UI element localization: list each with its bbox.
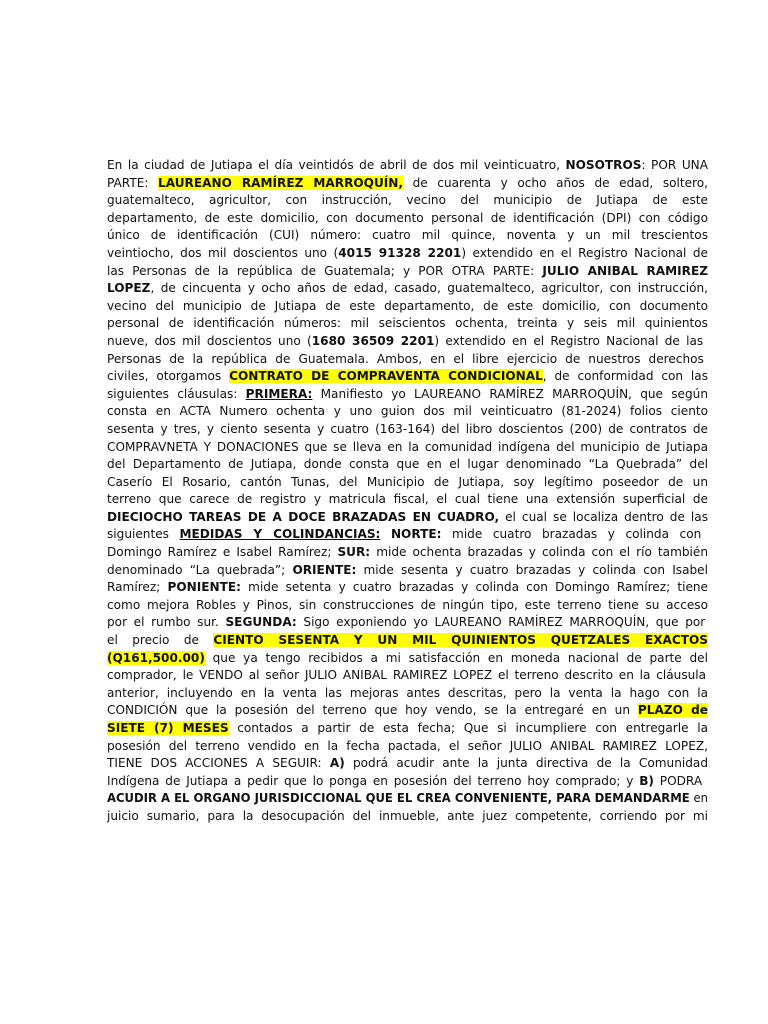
text-line xyxy=(107,263,708,281)
text-line xyxy=(107,790,708,808)
text-line xyxy=(107,667,708,685)
highlighted-text: SIETE (7) MESES xyxy=(107,721,229,735)
text-run: Indígena de Jutiapa a pedir que lo ponga en posesión del terreno hoy comprado; y xyxy=(107,773,640,788)
text-line xyxy=(107,562,708,580)
text-line xyxy=(107,597,708,615)
bold-text: B) xyxy=(639,773,654,788)
text-run: siguientes xyxy=(107,527,180,542)
text-run: PODRA xyxy=(653,773,703,788)
bold-text: A) xyxy=(329,756,345,771)
text-run: nueve, dos mil doscientos uno ( xyxy=(107,333,312,348)
text-run: terreno que carece de registro y matricula fiscal, el cual tiene una extensión superficial de xyxy=(107,492,708,507)
text-run: siguientes cláusulas: xyxy=(107,386,246,401)
text-run: comprador, le VENDO al señor JULIO ANIBAL RAMIREZ LOPEZ el terreno descrito en la cláusula xyxy=(107,668,707,683)
text-run: ) extendido en el Registro Nacional de xyxy=(461,245,708,260)
text-line xyxy=(107,403,708,421)
highlighted-text: LAUREANO RAMÍREZ MARROQUÍN, xyxy=(158,175,403,190)
text-run: TIENE DOS ACCIONES A SEGUIR: xyxy=(107,756,330,771)
text-line xyxy=(107,175,708,193)
text-line xyxy=(107,526,708,544)
text-run: el precio de xyxy=(107,633,214,648)
bold-text: PRIMERA: xyxy=(245,386,313,401)
text-run: : POR UNA xyxy=(641,158,708,172)
text-line xyxy=(107,192,708,210)
text-line xyxy=(107,439,708,457)
text-line xyxy=(107,720,708,738)
text-line xyxy=(107,685,708,703)
text-run: vecino del municipio de Jutiapa de este departamento, de este domicilio, con documento xyxy=(107,298,708,313)
text-line xyxy=(107,157,708,175)
bold-text: MEDIDAS Y COLINDANCIAS: xyxy=(179,527,381,542)
text-run: Ramírez; xyxy=(107,580,168,595)
bold-text: DIECIOCHO TAREAS DE A DOCE BRAZADAS EN CUADRO, xyxy=(107,509,500,524)
text-run xyxy=(380,527,391,541)
text-run: PARTE: xyxy=(107,175,159,190)
text-line xyxy=(107,808,708,826)
text-run: el cual se localiza dentro de las xyxy=(499,509,709,524)
text-run: departamento, de este domicilio, con documento personal de identificación (DPI) con código xyxy=(107,210,708,225)
text-line xyxy=(107,210,708,228)
contract-body-text xyxy=(107,157,708,826)
highlighted-text: CONTRATO DE COMPRAVENTA CONDICIONAL xyxy=(229,369,543,384)
text-run: anterior, incluyendo en la venta las mejoras antes descritas, pero la venta la hago con la xyxy=(107,685,708,700)
bold-text: 4015 91328 2201 xyxy=(338,245,462,260)
text-run: civiles, otorgamos xyxy=(107,369,230,384)
text-line xyxy=(107,755,708,773)
bold-text: NORTE: xyxy=(390,527,442,542)
bold-text: LOPEZ xyxy=(107,281,151,296)
text-run: juicio sumario, para la desocupación del inmueble, ante juez competente, corriendo por mi xyxy=(107,808,708,823)
text-run: CONDICIÓN que la posesión del terreno que hoy vendo, se la entregaré en un xyxy=(107,703,638,718)
text-run: , de cincuenta y ocho años de edad, casado, guatemalteco, agricultor, con instrucción, xyxy=(150,281,708,296)
text-run: personal de identificación números: mil seiscientos ochenta, treinta y seis mil quinientos xyxy=(107,316,708,331)
text-line xyxy=(107,509,708,527)
bold-text: NOSOTROS xyxy=(565,158,642,172)
text-line xyxy=(107,421,708,439)
text-run: denominado “La quebrada”; xyxy=(107,562,293,577)
text-run: de cuarenta y ocho años de edad, soltero, xyxy=(402,175,709,190)
bold-text: SUR: xyxy=(337,545,371,560)
text-run: como mejora Robles y Pinos, sin construcciones de ningún tipo, este terreno tiene su acceso xyxy=(107,597,708,612)
text-run: que ya tengo recibidos a mi satisfacción en moneda nacional de parte del xyxy=(204,650,708,665)
text-run: Sigo exponiendo yo LAUREANO RAMÍREZ MARROQUÍN, que por xyxy=(296,615,706,630)
text-line xyxy=(107,738,708,756)
text-run: ) extendido en el Registro Nacional de las xyxy=(434,333,704,348)
text-run: mide setenta y cuatro brazadas y colinda con Domingo Ramírez; tiene xyxy=(240,580,708,595)
text-line xyxy=(107,245,708,263)
text-run: , de conformidad con las xyxy=(542,369,708,384)
text-run: del Departamento de Jutiapa, donde consta que en el lugar denominado “La Quebrada” del xyxy=(107,457,708,472)
text-run: sesenta y tres, y ciento sesenta y cuatro (163-164) del libro doscientos (200) de contratos de xyxy=(107,421,708,436)
text-line xyxy=(107,368,708,386)
text-line xyxy=(107,632,708,650)
text-line xyxy=(107,702,708,720)
text-run: mide sesenta y cuatro brazadas y colinda con Isabel xyxy=(356,562,708,577)
text-run: las Personas de la república de Guatemala; y POR OTRA PARTE: xyxy=(107,263,543,278)
text-run: Manifiesto yo LAUREANO RAMÍREZ MARROQUÍN, que según xyxy=(312,386,708,401)
text-run: podrá acudir ante la junta directiva de la Comunidad xyxy=(344,756,708,771)
text-line xyxy=(107,491,708,509)
text-line xyxy=(107,614,708,632)
text-line xyxy=(107,579,708,597)
text-run: por el rumbo sur. xyxy=(107,615,226,630)
text-run: COMPRAVNETA Y DONACIONES que se lleva en la comunidad indígena del municipio de Jutiapa xyxy=(107,439,708,454)
bold-text: JULIO ANIBAL RAMIREZ xyxy=(542,263,708,278)
bold-text: PONIENTE: xyxy=(167,580,241,595)
text-line xyxy=(107,351,708,369)
bold-text: ORIENTE: xyxy=(292,562,357,577)
highlighted-text: CIENTO SESENTA Y UN MIL QUINIENTOS QUETZALES EXACTOS xyxy=(213,633,709,648)
text-line xyxy=(107,474,708,492)
text-run: contados a partir de esta fecha; Que si incumpliere con entregarle la xyxy=(228,721,708,735)
text-run: Domingo Ramírez e Isabel Ramírez; xyxy=(107,545,338,560)
text-run: único de identificación (CUI) número: cuatro mil quince, noventa y un mil trescientos xyxy=(107,228,708,243)
text-run: guatemalteco, agricultor, con instrucción, vecino del municipio de Jutiapa de este xyxy=(107,193,708,208)
highlighted-text: PLAZO de xyxy=(637,703,708,718)
text-run: Caserío El Rosario, cantón Tunas, del Municipio de Jutiapa, soy legítimo poseedor de un xyxy=(107,474,708,489)
text-line xyxy=(107,386,708,404)
text-line xyxy=(107,315,708,333)
text-run: en xyxy=(689,791,708,806)
text-line xyxy=(107,298,708,316)
text-run: veintiocho, dos mil doscientos uno ( xyxy=(107,245,339,260)
text-line xyxy=(107,280,708,298)
text-run: posesión del terreno vendido en la fecha pactada, el señor JULIO ANIBAL RAMIREZ LOPEZ, xyxy=(107,738,708,753)
text-line xyxy=(107,456,708,474)
text-line xyxy=(107,544,708,562)
bold-text: ACUDIR A EL ORGANO JURISDICCIONAL QUE EL CREA CONVENIENTE, PARA DEMANDARME xyxy=(107,791,690,806)
text-run: En la ciudad de Jutiapa el día veintidós de abril de dos mil veinticuatro, xyxy=(107,158,566,172)
text-line xyxy=(107,773,708,791)
text-line xyxy=(107,650,708,668)
text-line xyxy=(107,333,708,351)
text-line xyxy=(107,227,708,245)
highlighted-text: (Q161,500.00) xyxy=(107,650,205,665)
bold-text: 1680 36509 2201 xyxy=(311,333,435,348)
text-run: Personas de la república de Guatemala. Ambos, en el libre ejercicio de nuestros derechos xyxy=(107,351,704,366)
text-run: mide cuatro brazadas y colinda con xyxy=(441,527,702,542)
text-run: mide ochenta brazadas y colinda con el río también xyxy=(370,545,708,560)
text-run: consta en ACTA Numero ochenta y uno guion dos mil veinticuatro (81-2024) folios ciento xyxy=(107,404,708,419)
bold-text: SEGUNDA: xyxy=(225,615,297,630)
